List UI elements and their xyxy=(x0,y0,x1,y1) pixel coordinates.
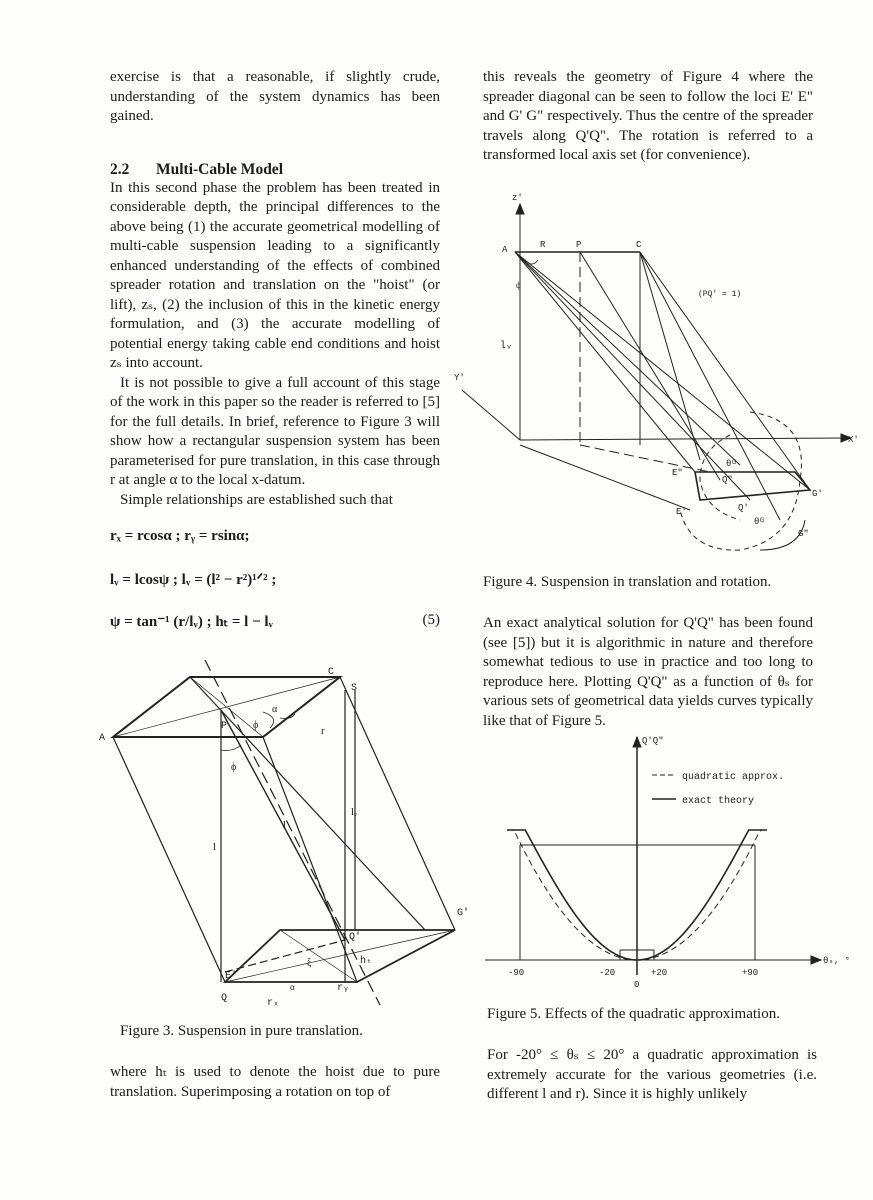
left-para-1: exercise is that a reasonable, if slightly crude, understanding of the system dynamics has been gained. xyxy=(110,69,440,124)
section-title: Multi-Cable Model xyxy=(156,160,283,178)
figure-5-chart xyxy=(480,735,865,1000)
right-column xyxy=(483,68,813,166)
fig5-ylabel: Q'Q" xyxy=(642,736,664,746)
fig3-label-A: A xyxy=(99,733,106,744)
fig4-label-C: C xyxy=(636,240,642,250)
fig5-caption: Figure 5. Effects of the quadratic approximation. xyxy=(487,1006,780,1022)
right-mid-block xyxy=(483,573,813,731)
section-number: 2.2 xyxy=(110,160,130,178)
left-bottom-block xyxy=(110,1063,440,1102)
fig4-label-A: A xyxy=(502,245,508,255)
fig3-label-P: P xyxy=(221,721,228,732)
fig4-label-thetaG: θᴳ xyxy=(726,459,737,469)
equation-1-text: rₓ = rcosα ; rᵧ = rsinα; xyxy=(110,528,250,544)
fig3-label-l-mid: l xyxy=(283,819,287,831)
fig3-label-ry: rᵧ xyxy=(337,983,350,994)
right-bottom-block xyxy=(487,1005,817,1105)
equation-1 xyxy=(110,528,440,550)
fig3-label-S: S xyxy=(351,683,358,694)
fig4-label-phi: ϕ xyxy=(516,280,521,290)
fig4-label-P: P xyxy=(576,240,582,250)
left-para-4: Simple relationships are established such that xyxy=(120,491,393,508)
equation-2-text: lᵥ = lcosψ ; lᵥ = (l² − r²)¹ᐟ² ; xyxy=(110,572,277,588)
fig5-tick-label: -20 xyxy=(599,968,616,978)
fig3-centre-axis xyxy=(205,660,380,1005)
fig4-caption: Figure 4. Suspension in translation and rotation. xyxy=(483,574,772,590)
right-para-3: For -20° ≤ θₛ ≤ 20° a quadratic approximation is extremely accurate for the various geometries (i.e. different l and r). Since it is highly unlikely xyxy=(487,1047,817,1102)
right-para-1: this reveals the geometry of Figure 4 where the spreader diagonal can be seen to follow the loci E' E" and G' G" respectively. Thus the centre of the spreader travels along Q'Q". The rotation is referred to a transformed local axis set (for convenience). xyxy=(483,69,813,163)
equation-2 xyxy=(110,570,440,592)
fig4-y-axis xyxy=(462,390,520,440)
fig5-tick-label: +20 xyxy=(651,968,668,978)
fig4-label-thetaG2: θᴳ xyxy=(754,517,765,527)
fig4-label-lv: lᵥ xyxy=(500,341,513,352)
fig5-tick-label: 0 xyxy=(634,980,640,990)
fig3-label-ht: hₜ xyxy=(360,956,373,967)
fig5-xlabel: θₛ, ° xyxy=(823,956,851,966)
fig3-label-E: E' xyxy=(225,971,238,982)
right-para-2: An exact analytical solution for Q'Q" has been found (see [5]) but it is algorithmic in nature and therefore somewhat tedious to use in practice and too long to reproduce here. Plotting Q'Q" as a function of θₛ for various sets of geometrical data yields curves typically like that of Figure 5. xyxy=(483,615,813,729)
fig5-legend-exact: exact theory xyxy=(682,796,755,807)
left-column xyxy=(110,68,440,634)
left-para-5: where hₜ is used to denote the hoist due to pure translation. Superimposing a rotation on top of xyxy=(110,1064,440,1100)
fig3-label-lv: lᵥ xyxy=(351,806,358,818)
fig5-legend-quadratic: quadratic approx. xyxy=(682,772,785,783)
left-para-2: In this second phase the problem has been treated in considerable depth, the principal differences to the above being (1) the accurate geometrical modelling of multi-cable suspension leading to a significantly enhanced understanding of the effects of combined spreader rotation and translation on the "hoist" (or lift), zₛ, (2) the inclusion of this in the kinetic energy formulation, and (3) the accurate modelling of potential energy taking cable end conditions and hoist zₛ into account. xyxy=(110,179,440,371)
fig3-label-alpha2: α xyxy=(290,982,295,992)
fig3-label-r: r xyxy=(321,725,325,737)
fig3-label-phi: ϕ xyxy=(253,720,259,731)
fig3-label-Qp: Q' xyxy=(349,932,362,943)
section-heading xyxy=(110,161,440,179)
fig3-label-l: l xyxy=(213,841,217,853)
fig4-label-Gpp: G" xyxy=(798,529,809,539)
fig5-tick-label: -90 xyxy=(508,968,525,978)
fig3-label-Q: Q xyxy=(221,993,228,1004)
fig4-label-Qp: Q' xyxy=(738,503,749,513)
fig3-caption: Figure 3. Suspension in pure translation. xyxy=(120,1023,363,1039)
fig4-label-Gp: G' xyxy=(812,489,823,499)
equation-number: (5) xyxy=(422,612,440,628)
fig5-tick-labels xyxy=(508,968,758,990)
fig4-label-Qpp: Q" xyxy=(722,475,733,485)
equation-3-text: ψ = tan⁻¹ (r/lᵥ) ; hₜ = l − lᵥ xyxy=(110,614,274,630)
fig3-label-phi2: ϕ xyxy=(231,762,237,773)
fig5-tick-label: +90 xyxy=(742,968,759,978)
fig3-label-alpha: α xyxy=(272,704,278,715)
fig4-label-pq: (PQ' = 1) xyxy=(698,290,742,299)
fig3-label-xi: ξ xyxy=(307,958,312,969)
fig4-label-x: X' xyxy=(848,435,859,445)
fig4-label-y: Y' xyxy=(454,373,465,383)
fig3-label-G: G' xyxy=(457,908,470,919)
left-para-3: It is not possible to give a full account of this stage of the work in this paper so the reader is referred to [5] for the full details. In brief, reference to Figure 3 will show how a rectangular suspension system has been parameterised for pure translation, in this case through r at angle α to the local x-datum. xyxy=(110,374,440,488)
figure-3 xyxy=(95,660,475,1030)
fig4-label-z: z' xyxy=(512,193,523,203)
fig4-label-Ep: E' xyxy=(676,507,687,517)
fig3-caption-block xyxy=(120,1022,450,1041)
figure-4 xyxy=(450,180,865,570)
fig4-label-R: R xyxy=(540,240,546,250)
fig3-label-rx: rₓ xyxy=(267,998,280,1009)
fig4-label-Epp: E" xyxy=(672,468,683,478)
equation-3 xyxy=(110,612,440,634)
fig3-label-C: C xyxy=(328,667,335,678)
